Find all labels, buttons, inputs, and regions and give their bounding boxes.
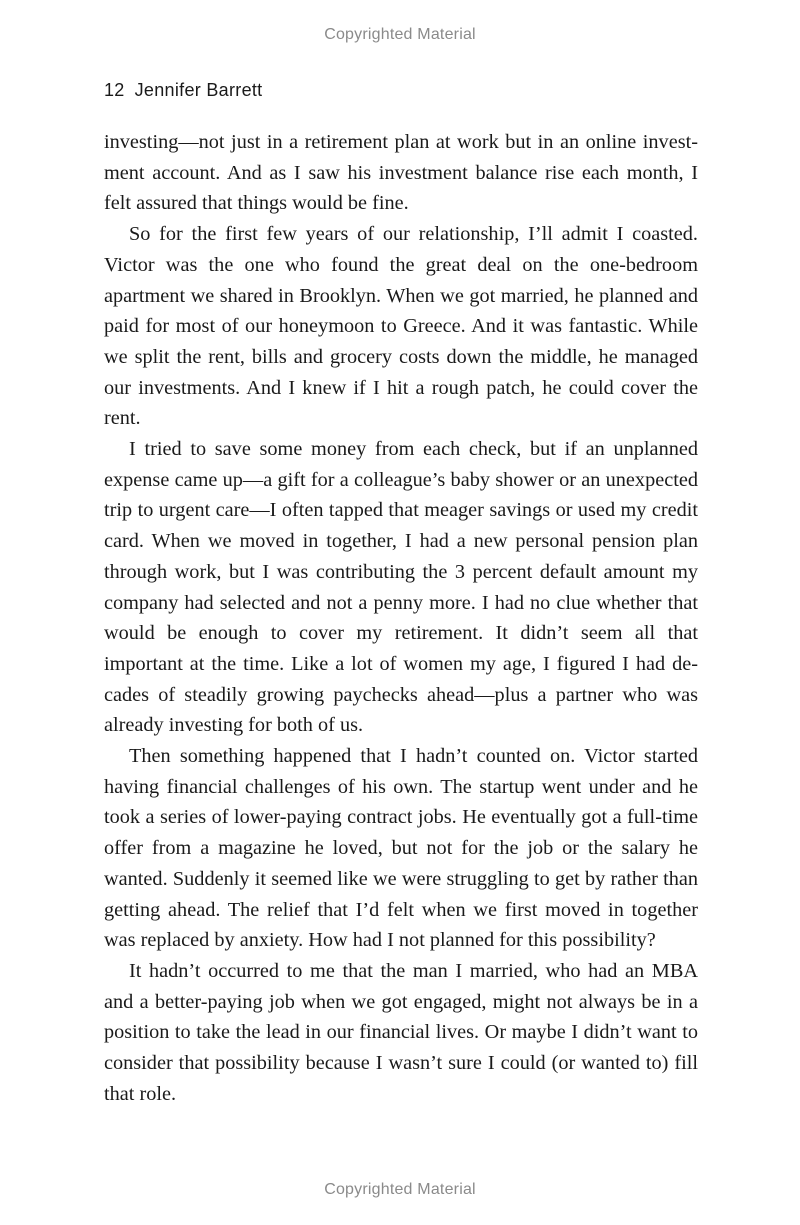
author-name: Jennifer Barrett [134, 80, 263, 100]
paragraph: So for the first few years of our relationship, I’ll admit I coasted. Victor was the one who found the great deal on the one-bedroom apartment we shared in Brooklyn. When we got married, he planned and paid for most of our honeymoon to Greece. And it was fantastic. While we split the rent, bills and grocery costs down the middle, he managed our investments. And I knew if I hit a rough patch, he could cover the rent. [104, 223, 698, 430]
body-text [104, 127, 698, 1110]
running-head [104, 80, 262, 101]
paragraph: investing—not just in a retirement plan at work but in an online investment account. And as I saw his investment balance rise each month, I felt assured that things would be fine. [104, 131, 698, 215]
paragraph: I tried to save some money from each check, but if an unplanned expense came up—a gift for a colleague’s baby shower or an unexpected trip to urgent care—I often tapped that meager savings or used my credit card. When we moved in together, I had a new personal pension plan through work, but I was contributing the 3 percent default amount my company had selected and not a penny more. I had no clue whether that would be enough to cover my retirement. It didn’t seem all that important at the time. Like a lot of women my age, I figured I had decades of steadily growing paychecks ahead—plus a partner who was already investing for both of us. [104, 438, 698, 737]
copyright-watermark-top: Copyrighted Material [324, 26, 476, 43]
paragraph: Then something happened that I hadn’t counted on. Victor started having financial challenges of his own. The startup went under and he took a series of lower-paying contract jobs. He eventually got a full-time offer from a magazine he loved, but not for the job or the salary he wanted. Suddenly it seemed like we were struggling to get by rather than getting ahead. The relief that I’d felt when we first moved in together was replaced by anxiety. How had I not planned for this possibility? [104, 745, 698, 952]
copyright-watermark-bottom: Copyrighted Material [324, 1181, 476, 1198]
paragraph: It hadn’t occurred to me that the man I married, who had an MBA and a better-paying job when we got engaged, might not always be in a position to take the lead in our financial lives. Or maybe I didn’t want to consider that possibility because I wasn’t sure I could (or wanted to) fill that role. [104, 959, 698, 1105]
page-number: 12 [104, 80, 125, 100]
